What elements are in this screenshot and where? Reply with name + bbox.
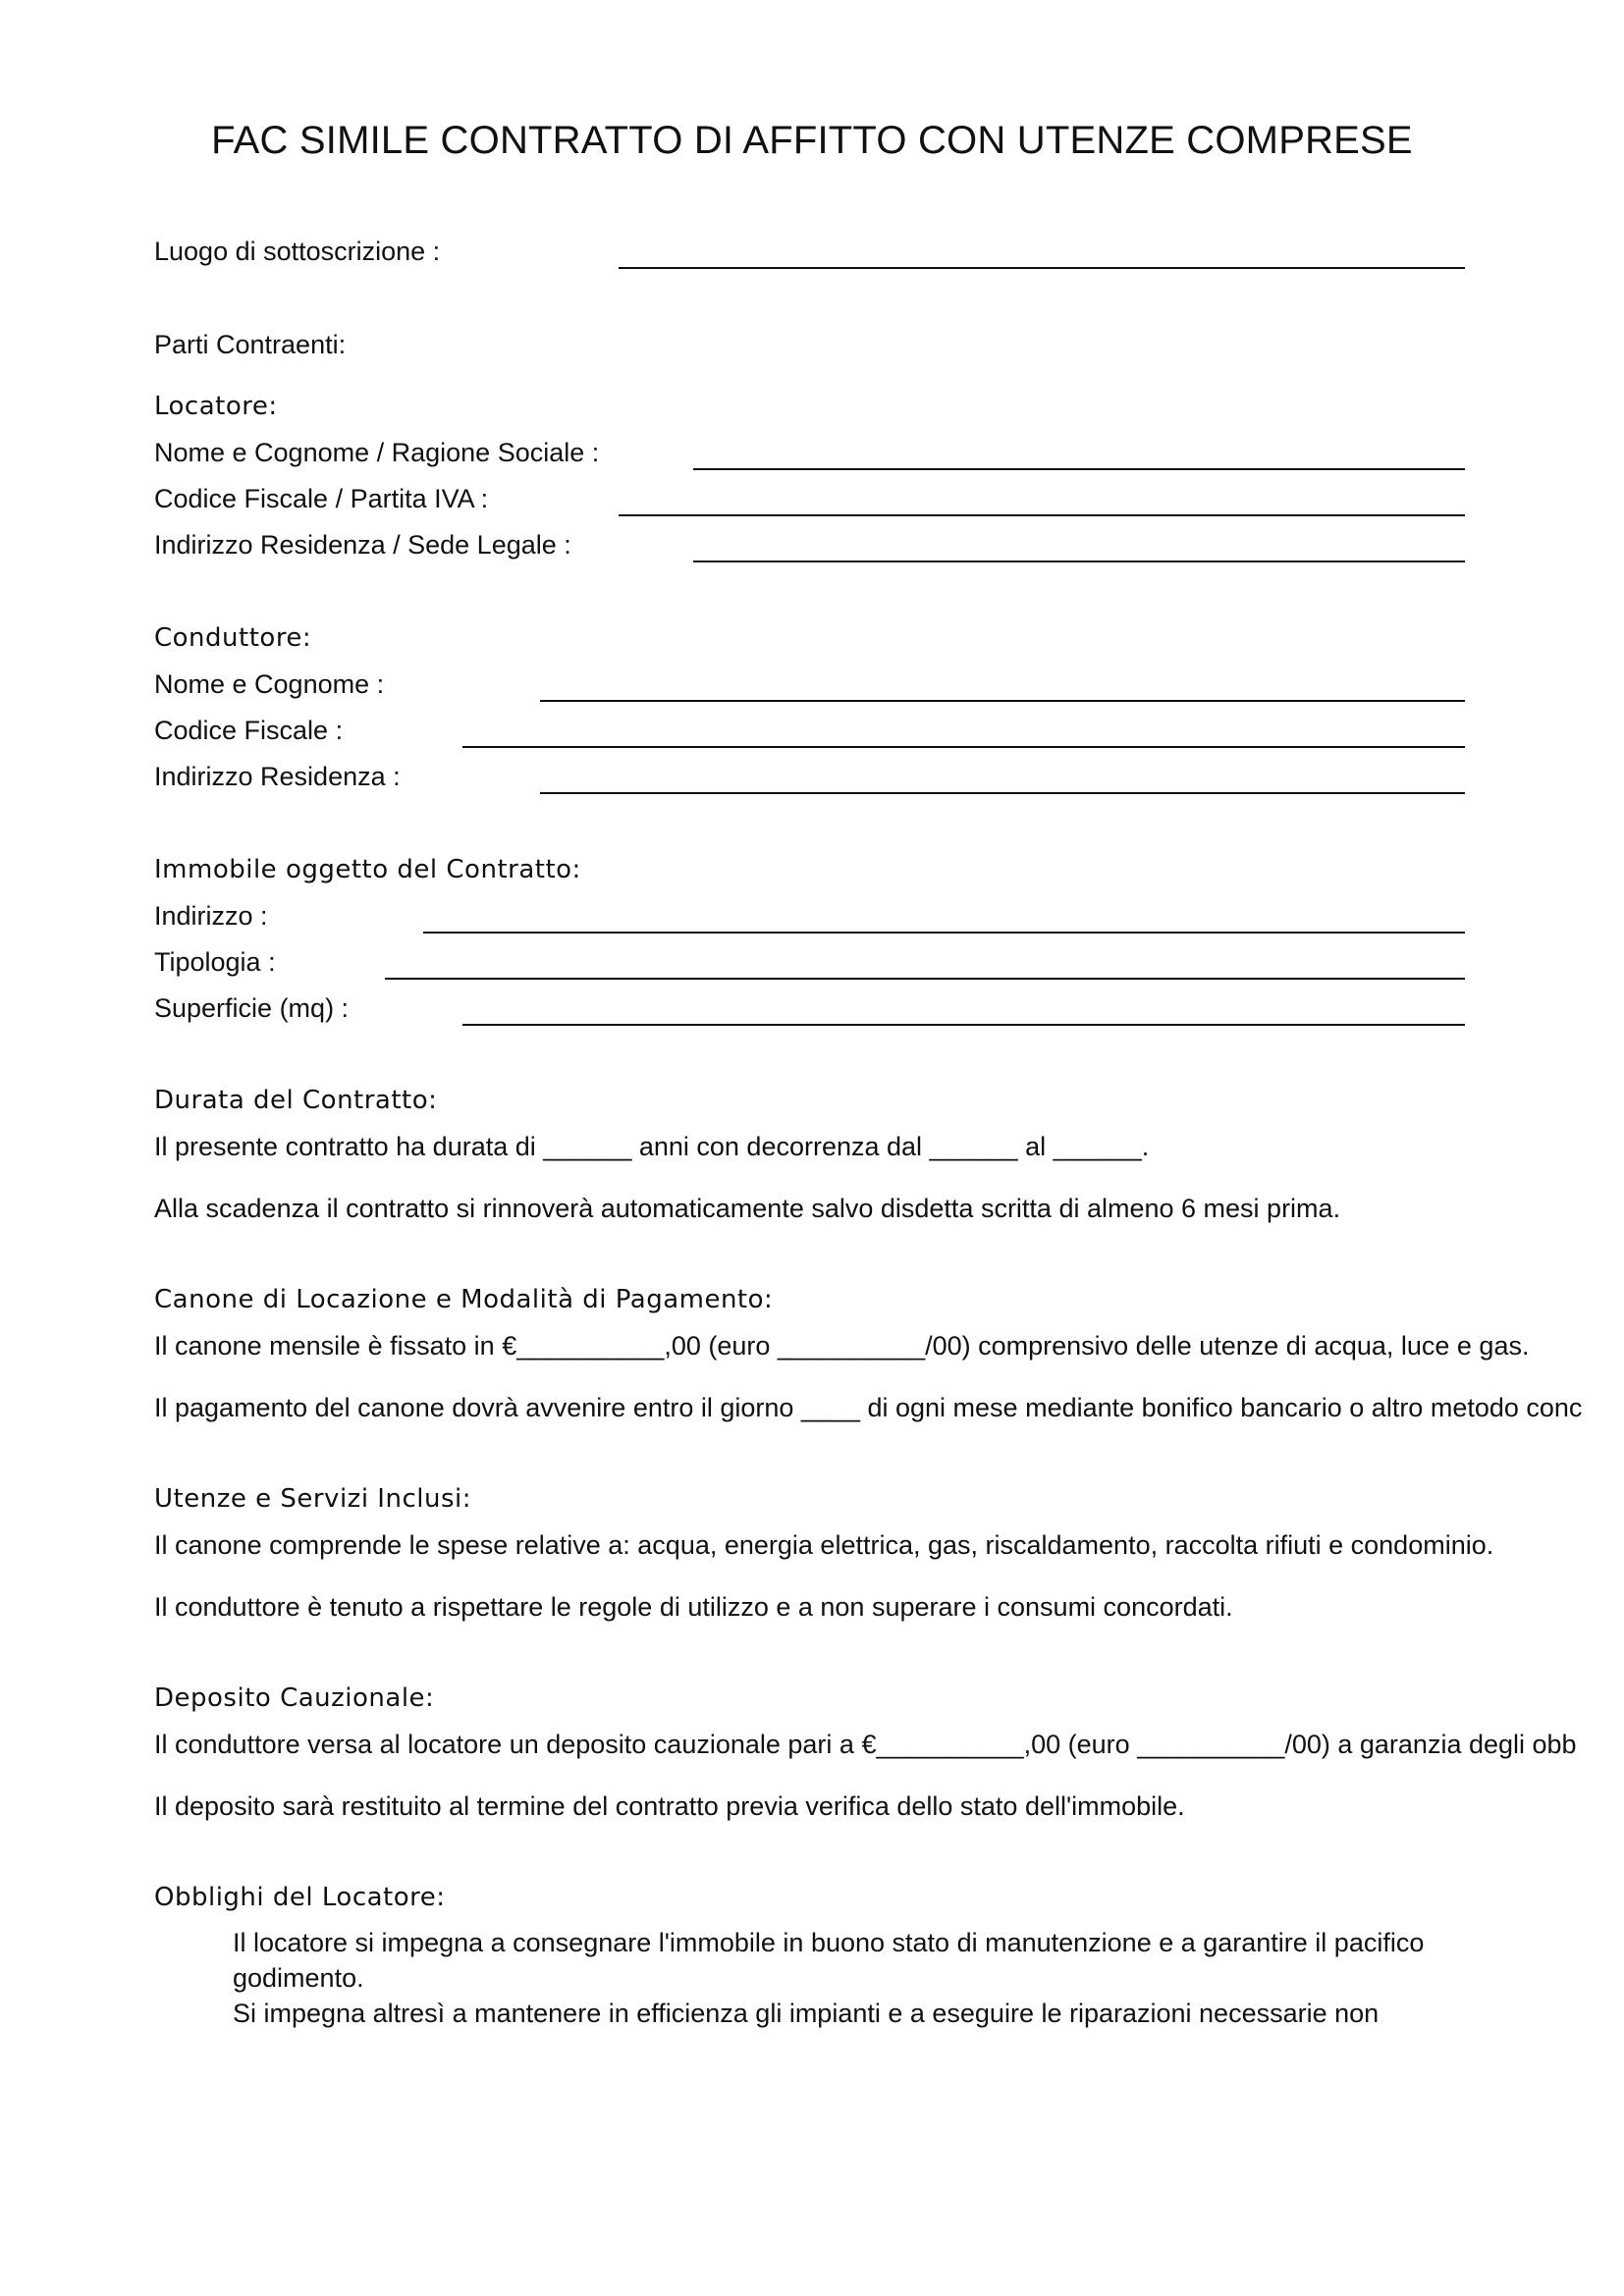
- deposito-line-2: Il deposito sarà restituito al termine del contratto previa verifica dello stato dell'immobile.: [154, 1791, 1185, 1821]
- utenze-heading: Utenze e Servizi Inclusi:: [154, 1484, 471, 1514]
- obblighi-line-2: godimento.: [233, 1963, 364, 1993]
- locatore-nome-label: Nome e Cognome / Ragione Sociale :: [154, 438, 600, 467]
- conduttore-cf-field[interactable]: [462, 746, 1465, 748]
- conduttore-nome-label: Nome e Cognome :: [154, 669, 385, 699]
- immobile-indirizzo-field[interactable]: [423, 932, 1465, 934]
- luogo-field[interactable]: [619, 267, 1465, 269]
- canone-heading: Canone di Locazione e Modalità di Pagamento:: [154, 1285, 774, 1314]
- utenze-line-1: Il canone comprende le spese relative a: acqua, energia elettrica, gas, riscaldamento, raccolta rifiuti e condominio.: [154, 1530, 1494, 1560]
- utenze-line-2: Il conduttore è tenuto a rispettare le regole di utilizzo e a non superare i consumi concordati.: [154, 1592, 1233, 1622]
- conduttore-indirizzo-label: Indirizzo Residenza :: [154, 762, 401, 791]
- locatore-nome-field[interactable]: [693, 468, 1465, 470]
- deposito-heading: Deposito Cauzionale:: [154, 1683, 435, 1713]
- canone-line-1: Il canone mensile è fissato in €__________,00 (euro __________/00) comprensivo delle utenze di acqua, luce e gas.: [154, 1331, 1530, 1361]
- obblighi-line-1: Il locatore si impegna a consegnare l'immobile in buono stato di manutenzione e a garantire il pacifico: [233, 1928, 1425, 1957]
- immobile-heading: Immobile oggetto del Contratto:: [154, 855, 581, 884]
- obblighi-heading: Obblighi del Locatore:: [154, 1883, 446, 1912]
- canone-line-2: Il pagamento del canone dovrà avvenire entro il giorno ____ di ogni mese mediante bonifico bancario o altro metodo conc: [154, 1393, 1583, 1422]
- conduttore-nome-field[interactable]: [540, 700, 1465, 702]
- locatore-heading: Locatore:: [154, 392, 278, 421]
- locatore-indirizzo-label: Indirizzo Residenza / Sede Legale :: [154, 530, 571, 560]
- document-title: FAC SIMILE CONTRATTO DI AFFITTO CON UTENZE COMPRESE: [211, 119, 1413, 162]
- locatore-indirizzo-field[interactable]: [693, 561, 1465, 562]
- conduttore-heading: Conduttore:: [154, 623, 312, 653]
- conduttore-cf-label: Codice Fiscale :: [154, 716, 344, 745]
- durata-line-2: Alla scadenza il contratto si rinnoverà automaticamente salvo disdetta scritta di almeno 6 mesi prima.: [154, 1194, 1341, 1223]
- immobile-indirizzo-label: Indirizzo :: [154, 901, 268, 931]
- obblighi-paragraph: [233, 1925, 1529, 2031]
- immobile-tipologia-label: Tipologia :: [154, 947, 276, 977]
- parti-label: Parti Contraenti:: [154, 330, 347, 359]
- luogo-label: Luogo di sottoscrizione :: [154, 237, 441, 266]
- immobile-superficie-label: Superficie (mq) :: [154, 993, 350, 1023]
- locatore-cf-label: Codice Fiscale / Partita IVA :: [154, 484, 489, 513]
- durata-heading: Durata del Contratto:: [154, 1086, 438, 1115]
- obblighi-line-3: Si impegna altresì a mantenere in efficienza gli impianti e a eseguire le riparazioni necessarie non: [233, 1999, 1380, 2028]
- deposito-line-1: Il conduttore versa al locatore un deposito cauzionale pari a €__________,00 (euro __________/00) a garanzia degli obb: [154, 1730, 1577, 1759]
- immobile-tipologia-field[interactable]: [385, 978, 1465, 980]
- locatore-cf-field[interactable]: [619, 514, 1465, 516]
- immobile-superficie-field[interactable]: [462, 1024, 1465, 1026]
- durata-line-1: Il presente contratto ha durata di ______ anni con decorrenza dal ______ al ______.: [154, 1132, 1150, 1161]
- conduttore-indirizzo-field[interactable]: [540, 792, 1465, 794]
